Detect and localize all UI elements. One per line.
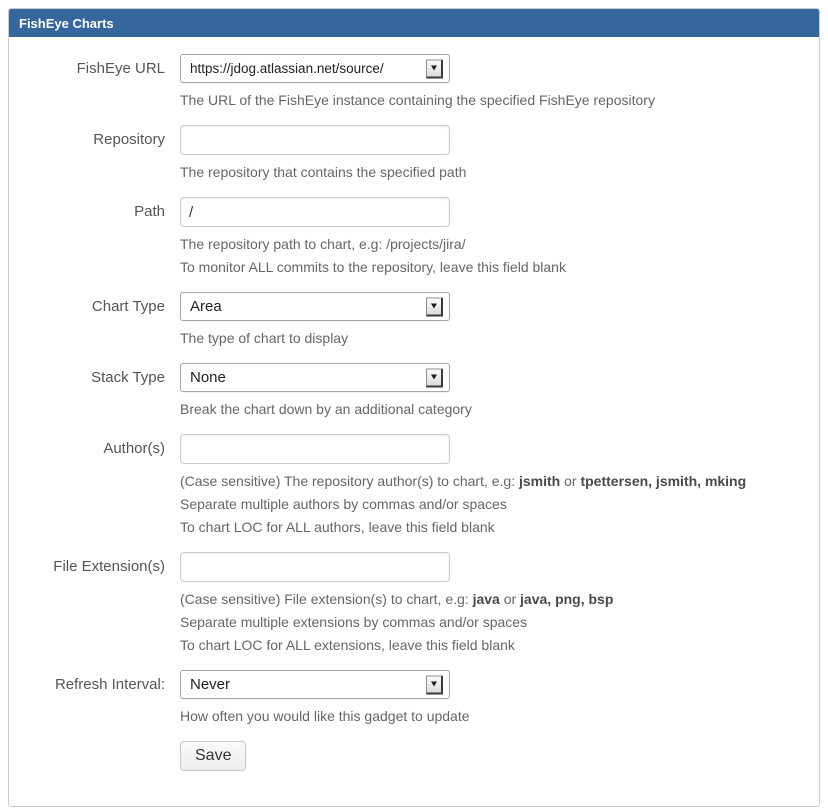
file-extensions-desc-text: or (499, 591, 521, 607)
stack-type-label: Stack Type (91, 369, 165, 386)
save-row (9, 741, 819, 771)
path-input[interactable] (180, 197, 450, 227)
chart-type-select[interactable] (180, 292, 450, 321)
file-extensions-row (9, 552, 819, 657)
file-extensions-input[interactable] (180, 552, 450, 582)
save-spacer (9, 741, 165, 771)
fisheye-charts-panel (8, 8, 820, 807)
file-extensions-description-3: To chart LOC for ALL extensions, leave this field blank (180, 637, 515, 653)
repository-label: Repository (93, 131, 165, 148)
repository-row (9, 125, 819, 184)
file-extensions-desc-example-1: java (472, 591, 500, 607)
path-row (9, 197, 819, 279)
panel-header (9, 9, 819, 37)
file-extensions-description-1 (180, 588, 819, 611)
authors-input[interactable] (180, 434, 450, 464)
refresh-interval-row (9, 670, 819, 728)
authors-desc-text: or (560, 473, 581, 489)
stack-type-select-value: None (190, 369, 226, 386)
authors-description-1 (180, 470, 819, 493)
panel-body (9, 37, 819, 806)
refresh-interval-select[interactable] (180, 670, 450, 699)
chart-type-label: Chart Type (91, 298, 165, 315)
dropdown-arrow-icon (426, 675, 443, 694)
authors-desc-example-2: tpettersen, jsmith, mking (580, 473, 747, 489)
file-extensions-desc-text: (Case sensitive) File extension(s) to chart, e.g: (180, 591, 473, 607)
stack-type-row (9, 363, 819, 421)
path-description-1: The repository path to chart, e.g: /projects/jira/ (180, 236, 466, 252)
fisheye-url-select[interactable] (180, 54, 450, 83)
authors-description-3: To chart LOC for ALL authors, leave this field blank (180, 519, 495, 535)
dropdown-arrow-icon (426, 368, 443, 387)
chart-type-row (9, 292, 819, 350)
file-extensions-label: File Extension(s) (53, 558, 165, 575)
stack-type-description: Break the chart down by an additional category (180, 401, 472, 417)
panel-title: FishEye Charts (19, 15, 114, 31)
authors-desc-text: (Case sensitive) The repository author(s) to chart, e.g: (180, 473, 519, 489)
file-extensions-desc-example-2: java, png, bsp (520, 591, 614, 607)
fisheye-url-select-value: https://jdog.atlassian.net/source/ (190, 61, 384, 76)
repository-input[interactable] (180, 125, 450, 155)
path-description-2: To monitor ALL commits to the repository, leave this field blank (180, 259, 566, 275)
refresh-interval-description: How often you would like this gadget to update (180, 708, 470, 724)
fisheye-url-label: FishEye URL (76, 60, 165, 77)
fisheye-url-row (9, 54, 819, 112)
authors-row (9, 434, 819, 539)
refresh-interval-select-value: Never (190, 676, 231, 693)
save-button[interactable]: Save (180, 741, 246, 771)
chart-type-description: The type of chart to display (180, 330, 349, 346)
chart-type-select-value: Area (190, 298, 222, 315)
path-label: Path (134, 203, 165, 220)
dropdown-arrow-icon (426, 59, 443, 78)
repository-description: The repository that contains the specified path (180, 164, 467, 180)
authors-description-2: Separate multiple authors by commas and/or spaces (180, 496, 507, 512)
refresh-interval-label: Refresh Interval: (54, 676, 165, 693)
authors-desc-example-1: jsmith (519, 473, 561, 489)
dropdown-arrow-icon (426, 297, 443, 316)
fisheye-url-description: The URL of the FishEye instance containing the specified FishEye repository (180, 92, 655, 108)
stack-type-select[interactable] (180, 363, 450, 392)
authors-label: Author(s) (103, 440, 165, 457)
file-extensions-description-2: Separate multiple extensions by commas and/or spaces (180, 614, 528, 630)
